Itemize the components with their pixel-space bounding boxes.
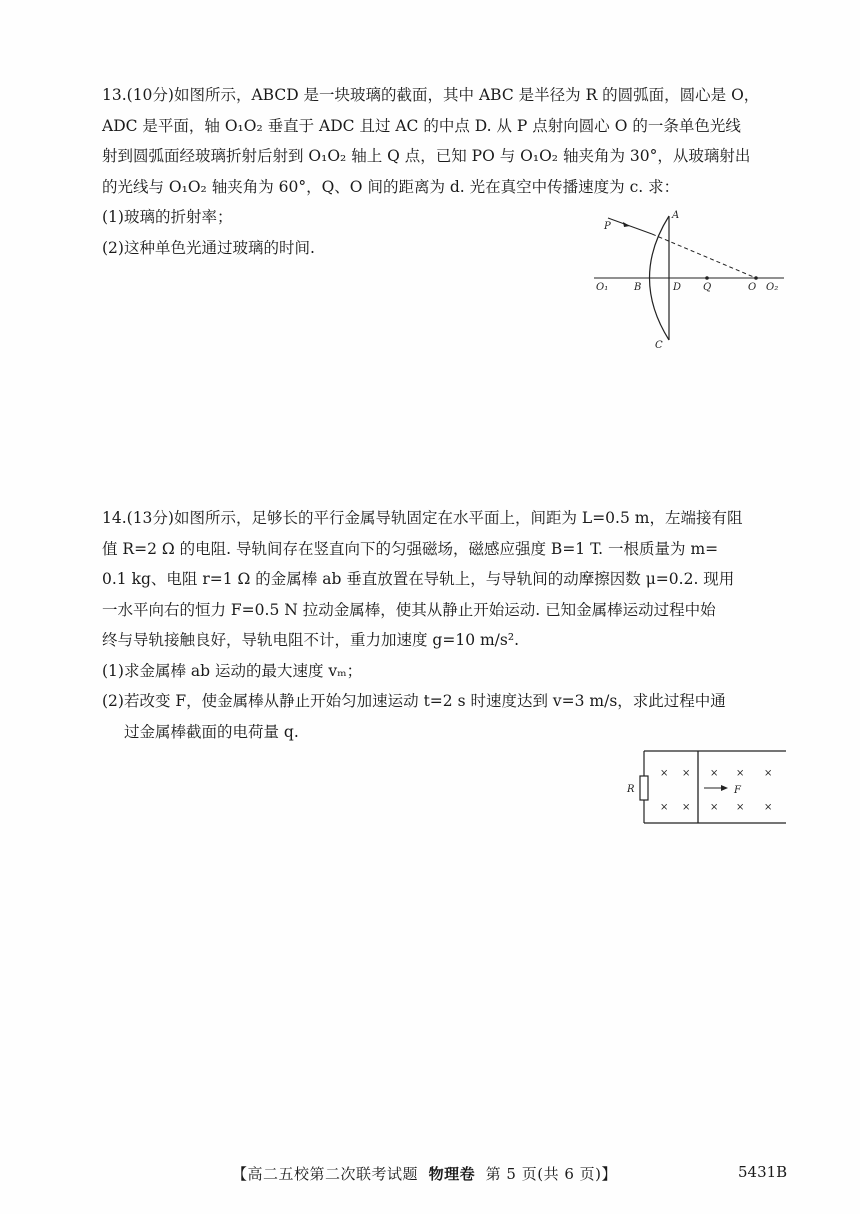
footer-left-bracket: 【 [232,1165,248,1183]
field-cross: × [764,768,773,779]
q13-subquestion-1: (1)玻璃的折射率； [102,208,233,226]
footer-page-number: 第 5 页(共 6 页) [485,1165,602,1183]
q14-line-4: 一水平向右的恒力 F=0.5 N 拉动金属棒，使其从静止开始运动. 已知金属棒运动过程中始 [102,600,716,619]
point-q [705,276,709,280]
label-o: O [748,282,757,293]
ray-arrow-icon [623,222,630,227]
field-cross: × [710,802,719,813]
label-p: P [604,221,611,232]
footer-right-bracket: 】 [601,1165,618,1183]
q14-line-1: 14.(13分)如图所示，足够长的平行金属导轨固定在水平面上，间距为 L=0.5 m，左端接有阻 [102,509,743,527]
label-f: F [734,785,741,796]
q14-line-2: 值 R=2 Ω 的电阻. 导轨间存在竖直向下的匀强磁场，磁感应强度 B=1 T. 一根质量为 m= [102,539,719,558]
q13-line-3: 射到圆弧面经玻璃折射后射到 O₁O₂ 轴上 Q 点，已知 PO 与 O₁O₂ 轴夹角为 30°，从玻璃射出 [102,147,751,165]
field-cross: × [660,768,669,779]
field-cross: × [764,802,773,813]
q13-line-1: 13.(10分)如图所示，ABCD 是一块玻璃的截面，其中 ABC 是半径为 R 的圆弧面，圆心是 O， [102,86,760,104]
field-cross: × [660,802,669,813]
paper-code: 5431B [738,1163,788,1181]
field-cross: × [682,768,691,779]
glass-refraction-figure [590,206,786,354]
q14-subquestion-2a: (2)若改变 F，使金属棒从静止开始匀加速运动 t=2 s 时速度达到 v=3 m/s，求此过程中通 [102,692,726,710]
dashed-line-po [652,234,756,278]
q14-subquestion-2b: 过金属棒截面的电荷量 q. [124,722,299,741]
force-arrow-head-icon [721,785,728,791]
q14-line-3: 0.1 kg、电阻 r=1 Ω 的金属棒 ab 垂直放置在导轨上，与导轨间的动摩擦因数 μ=0.2. 现用 [102,570,735,588]
label-o1: O₁ [596,282,609,293]
label-o2: O₂ [766,282,779,293]
q13-line-2: ADC 是平面，轴 O₁O₂ 垂直于 ADC 且过 AC 的中点 D. 从 P 点射向圆心 O 的一条单色光线 [102,116,741,135]
field-cross: × [682,802,691,813]
resistor-r [640,776,648,800]
q13-line-4: 的光线与 O₁O₂ 轴夹角为 60°，Q、O 间的距离为 d. 光在真空中传播速度为 c. 求： [102,177,680,196]
label-d: D [673,282,682,293]
field-cross: × [736,802,745,813]
footer-exam-title: 高二五校第二次联考试题 [247,1165,419,1183]
label-q: Q [703,282,712,293]
q13-subquestion-2: (2)这种单色光通过玻璃的时间. [102,238,315,257]
label-r: R [627,784,635,795]
question-14 [102,503,788,747]
page-footer [232,1163,617,1184]
label-c: C [655,340,663,351]
field-cross: × [710,768,719,779]
q14-line-5: 终与导轨接触良好，导轨电阻不计，重力加速度 g=10 m/s². [102,631,520,649]
label-a: A [672,210,680,221]
point-o [754,276,758,280]
rail-circuit-figure [620,748,786,826]
label-b: B [634,282,642,293]
field-cross: × [736,768,745,779]
q14-subquestion-1: (1)求金属棒 ab 运动的最大速度 vₘ； [102,661,363,680]
footer-subject: 物理卷 [428,1165,476,1183]
